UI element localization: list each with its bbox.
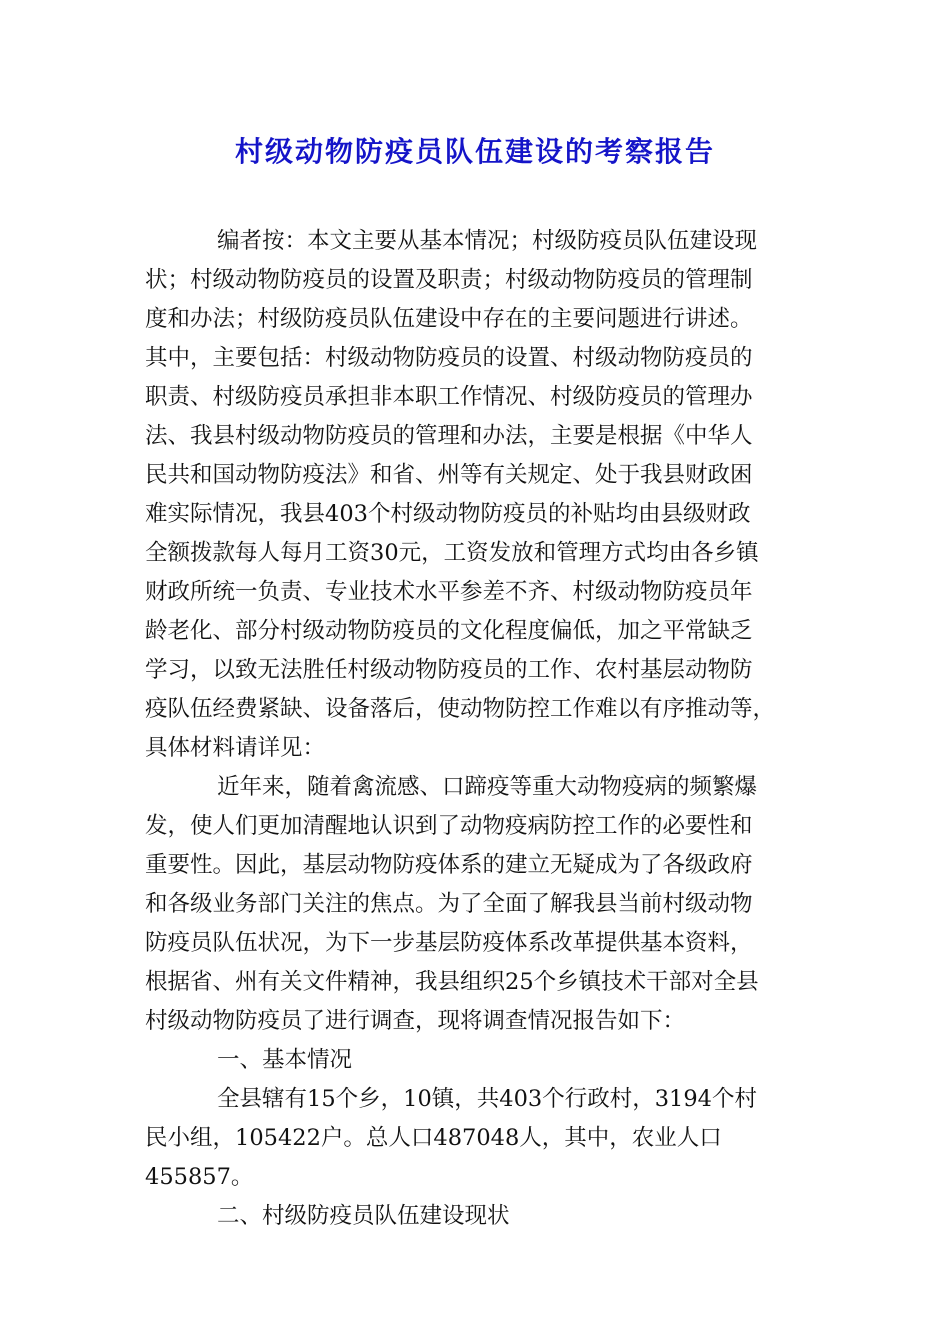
paragraph-basic-situation [145, 1080, 805, 1197]
text-line: 龄老化、部分村级动物防疫员的文化程度偏低，加之平常缺乏 [145, 618, 753, 644]
paragraph-editor-note [145, 222, 805, 768]
text-line: 防疫员队伍状况，为下一步基层防疫体系改革提供基本资料， [145, 930, 753, 956]
text-line: 财政所统一负责、专业技术水平参差不齐、村级动物防疫员年 [145, 579, 753, 605]
text-line: 村级动物防疫员了进行调查，现将调查情况报告如下： [145, 1008, 686, 1034]
section-heading-team-status [145, 1197, 805, 1236]
text-line: 职责、村级防疫员承担非本职工作情况、村级防疫员的管理办 [145, 384, 753, 410]
text-line: 重要性。因此，基层动物防疫体系的建立无疑成为了各级政府 [145, 852, 753, 878]
text-line: 难实际情况，我县403个村级动物防疫员的补贴均由县级财政 [145, 501, 751, 527]
section-heading: 二、村级防疫员队伍建设现状 [217, 1203, 510, 1229]
text-line: 具体材料请详见： [145, 735, 326, 761]
text-line: 度和办法；村级防疫员队伍建设中存在的主要问题进行讲述。 [145, 306, 753, 332]
section-heading-basic-situation [145, 1041, 805, 1080]
text-line: 全额拨款每人每月工资30元，工资发放和管理方式均由各乡镇 [145, 540, 759, 566]
text-line: 法、我县村级动物防疫员的管理和办法，主要是根据《中华人 [145, 423, 753, 449]
text-line: 发，使人们更加清醒地认识到了动物疫病防控工作的必要性和 [145, 813, 753, 839]
text-line: 编者按：本文主要从基本情况；村级防疫员队伍建设现 [217, 228, 758, 254]
text-line: 疫队伍经费紧缺、设备落后，使动物防控工作难以有序推动等， [145, 696, 776, 722]
paragraph-introduction [145, 768, 805, 1041]
text-line: 和各级业务部门关注的焦点。为了全面了解我县当前村级动物 [145, 891, 753, 917]
section-heading: 一、基本情况 [217, 1047, 353, 1073]
document-body [145, 222, 805, 1236]
text-line: 状；村级动物防疫员的设置及职责；村级动物防疫员的管理制 [145, 267, 753, 293]
document-title: 村级动物防疫员队伍建设的考察报告 [234, 135, 715, 168]
text-line: 455857。 [145, 1164, 254, 1190]
text-line: 近年来，随着禽流感、口蹄疫等重大动物疫病的频繁爆 [217, 774, 758, 800]
text-line: 其中，主要包括：村级动物防疫员的设置、村级动物防疫员的 [145, 345, 753, 371]
text-line: 全县辖有15个乡，10镇，共403个行政村，3194个村 [217, 1086, 757, 1112]
text-line: 根据省、州有关文件精神，我县组织25个乡镇技术干部对全县 [145, 969, 759, 995]
text-line: 民共和国动物防疫法》和省、州等有关规定、处于我县财政困 [145, 462, 753, 488]
text-line: 学习，以致无法胜任村级动物防疫员的工作、农村基层动物防 [145, 657, 753, 683]
text-line: 民小组，105422户。总人口487048人，其中，农业人口 [145, 1125, 722, 1151]
